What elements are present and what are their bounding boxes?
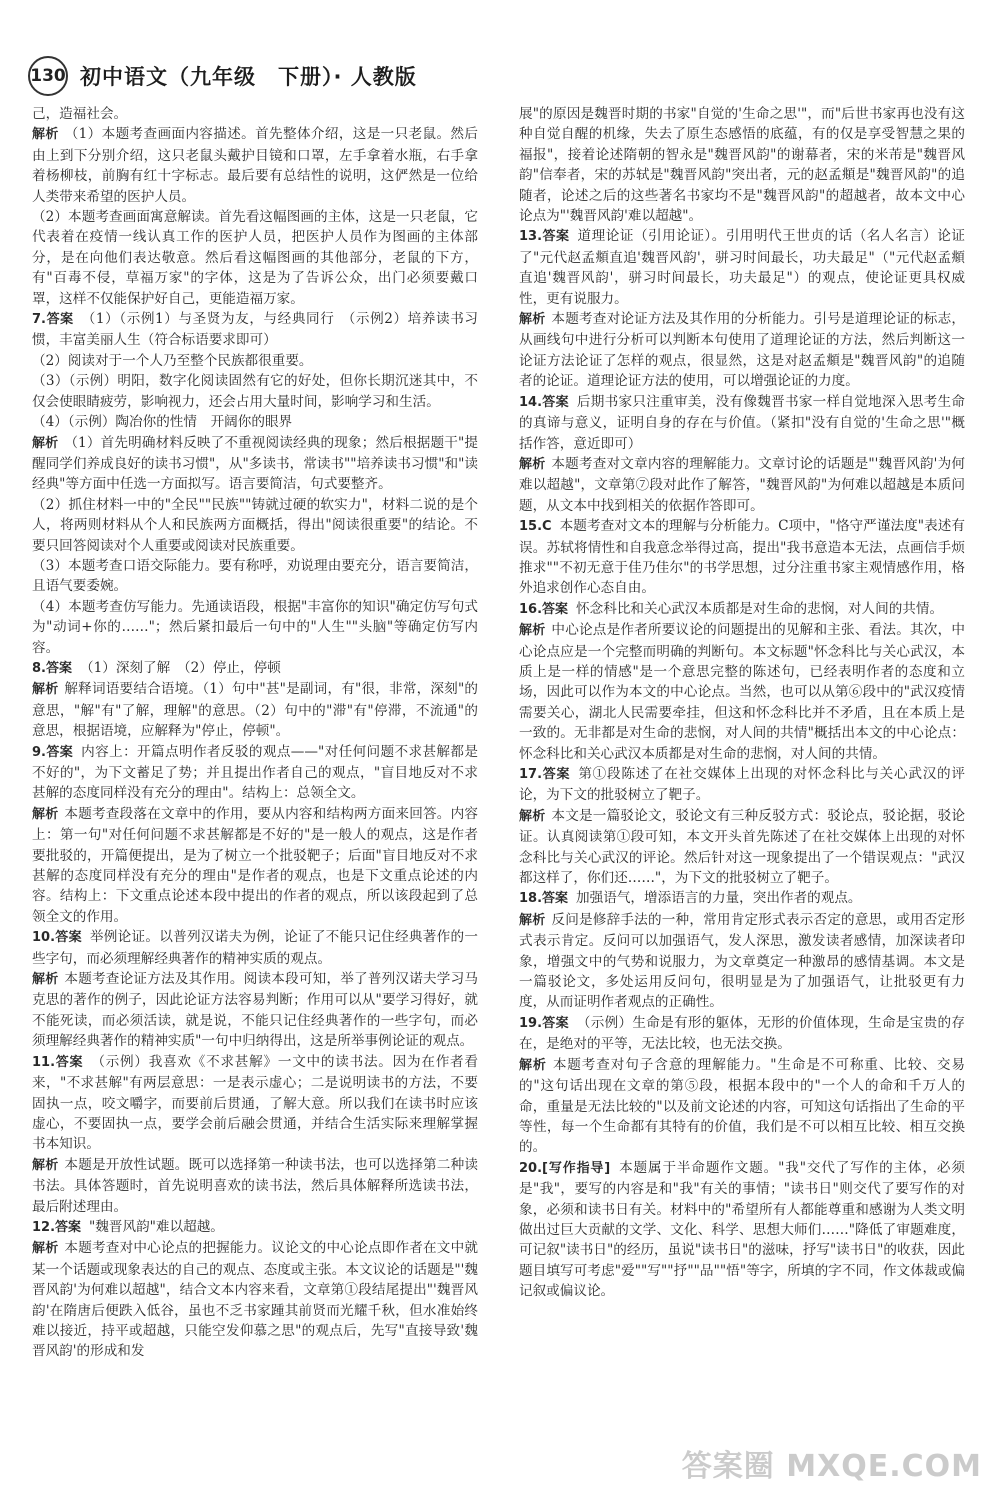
- paragraph-text: 第①段陈述了在社交媒体上出现的对怀念科比与关心武汉的评论，为下文的批驳树立了靶子。: [519, 766, 965, 804]
- analysis-tag: 解析: [519, 456, 546, 472]
- answer-paragraph: [32, 556, 478, 597]
- paragraph-text: 后期书家只注重审美，没有像魏晋书家一样自觉地深入思考生命的真谛与意义，证明自身的存在与价值。（紧扣"没有自觉的'生命之思'"概括作答，意近即可）: [519, 393, 965, 452]
- answer-paragraph: [32, 351, 478, 371]
- answer-tag: 答案: [55, 1219, 82, 1235]
- paragraph-text: 本题考查对论证方法及其作用的分析能力。引号是道理论证的标志，从画线句中进行分析可以判断本句使用了道理论证的方法，然后判断这一论证方法论证了怎样的观点，很显然，这是对赵孟頫是"魏晋风韵"的追随者的论证。道理论证方法的使用，可以增强论证的力度。: [519, 311, 965, 390]
- answer-paragraph: [519, 888, 965, 909]
- page-number: 130: [28, 56, 68, 96]
- answer-tag: 答案: [542, 601, 569, 617]
- analysis-tag: 解析: [519, 623, 546, 639]
- question-number: 20.: [519, 1160, 543, 1176]
- paragraph-text: 解释词语要结合语境。（1）句中"甚"是副词，有"很，非常，深刻"的意思，"解"有"了解，理解"的意思。（2）句中的"滞"有"停滞，不流通"的意思，根据语境，应解释为"停止，停顿"。: [32, 681, 478, 740]
- watermark: 答案圈 MXQE.COM: [681, 1449, 982, 1484]
- paragraph-text: （1）（示例1）与圣贤为友，与经典同行 （示例2）培养读书习惯，丰富美丽人生（符合标语要求即可）: [32, 311, 478, 349]
- answer-tag: 答案: [55, 1054, 84, 1070]
- answer-tag: 答案: [542, 229, 570, 245]
- paragraph-text: 怀念科比和关心武汉本质都是对生命的悲悯，对人间的共情。: [576, 600, 944, 617]
- paragraph-text: （3）本题考查口语交际能力。要有称呼，劝说理由要充分，语言要简洁，且语气要委婉。: [32, 557, 478, 595]
- answer-paragraph: [519, 309, 965, 392]
- answer-paragraph: [32, 412, 478, 432]
- answer-tag: 答案: [45, 312, 74, 328]
- paragraph-text: （示例）生命是有形的躯体，无形的价值体现，生命是宝贵的存在，是绝对的平等，无法比较，也无法交换。: [519, 1014, 965, 1053]
- question-number: 19.: [519, 1015, 543, 1031]
- question-number: 10.: [32, 930, 56, 946]
- paragraph-text: 本题考查对中心论点的把握能力。议论文的中心论点即作者在文中就某一个话题或现象表达的自己的观点、态度或主张。本文议论的话题是"'魏晋风韵'为何难以超越"，结合文本内容来看，文章第①段结尾提出"'魏晋风韵'在隋唐后便跌入低谷，虽也不乏书家踵其前贤而光耀千秋，但水准始终难以接近，持平或超越，只能空发仰慕之思"的观点后，先写"直接导致'魏晋风韵'的形成和发: [32, 1240, 478, 1360]
- paragraph-text: 道理论证（引用论证）。引用明代王世贞的话（名人名言）论证了"元代赵孟頫直追'魏晋风韵'，骈习时间最长，功夫最足"（"元代赵孟頫直追'魏晋风韵'，骈习时间最长，功夫最足"）的观点，使论证更具权威性，更有说服力。: [519, 228, 965, 307]
- analysis-tag: 解析: [32, 1241, 59, 1257]
- question-number: 16.: [519, 601, 543, 617]
- question-number: 12.: [32, 1219, 56, 1235]
- analysis-tag: 解析: [32, 1157, 59, 1173]
- question-number: 18.: [519, 891, 543, 907]
- question-number: 15.: [519, 519, 543, 535]
- answer-paragraph: [519, 806, 965, 889]
- paragraph-text: 加强语气，增添语言的力量，突出作者的观点。: [576, 890, 862, 907]
- paragraph-text: （2）阅读对于一个人乃至整个民族都很重要。: [32, 352, 313, 369]
- paragraph-text: （1）深刻了解 （2）停止，停顿: [80, 659, 281, 676]
- answer-paragraph: [32, 433, 478, 495]
- answer-tag: 答案: [542, 891, 569, 907]
- answer-tag: 答案: [542, 394, 569, 410]
- answer-paragraph: [32, 1238, 478, 1361]
- answer-tag: 答案: [45, 744, 74, 760]
- answer-tag: 答案: [55, 930, 82, 946]
- answer-paragraph: [32, 495, 478, 556]
- answer-paragraph: [32, 104, 478, 124]
- answer-paragraph: [32, 679, 478, 741]
- question-number: 14.: [519, 394, 543, 410]
- answer-paragraph: [32, 1052, 478, 1155]
- paragraph-text: （3）（示例）明阳，数字化阅读固然有它的好处，但你长期沉迷其中，不仅会使眼睛疲劳，影响视力，还会占用大量时间，影响学习和生活。: [32, 373, 478, 410]
- answer-paragraph: [519, 1055, 965, 1158]
- answer-paragraph: [519, 599, 965, 620]
- paragraph-text: 本题考查对文章内容的理解能力。文章讨论的话题是"'魏晋风韵'为何难以超越"，文章第⑦段对此作了解答，"魏晋风韵"为何难以超越是本质问题，从文本中找到相关的依据作答即可。: [519, 455, 965, 514]
- page-header: [28, 56, 417, 96]
- question-number: 13.: [519, 229, 543, 245]
- paragraph-text: （4）本题考查仿写能力。先通读语段，根据"丰富你的知识"确定仿写句式为"动词+你的……"；然后紧扣最后一句中的"人生""头脑"等确定仿写内容。: [32, 598, 478, 656]
- analysis-tag: 解析: [519, 808, 546, 824]
- paragraph-text: 举例论证。以普列汉诺夫为例，论证了不能只记住经典著作的一些字句，而必须理解经典著作的精神实质的观点。: [32, 929, 478, 967]
- paragraph-text: 中心论点是作者所要议论的问题提出的见解和主张、看法。其次，中心论点应是一个完整而明确的判断句。本文标题"怀念科比与关心武汉，本质上是一样的情感"是一个意思完整的陈述句，已经表明作者的态度和立场，因此可以作为本文的中心论点。当然，也可以从第⑥段中的"武汉疫情需要关心，湖北人民需要牵挂，但这和怀念科比并不矛盾，且在本质上是一致的。无非都是对生命的悲悯，对人间的共情"概括出本文的中心论点：怀念科比和关心武汉本质都是对生命的悲悯，对人间的共情。: [519, 622, 965, 762]
- paragraph-text: （4）（示例）陶冶你的性情 开阔你的眼界: [32, 414, 293, 431]
- paragraph-text: 内容上：开篇点明作者反驳的观点——"对任何问题不求甚解都是不好的"，为下文蓄足了势；并且提出作者自己的观点，"盲目地反对不求甚解的态度同样没有充分的理由"。结构上：总领全文。: [32, 743, 478, 802]
- paragraph-text: "魏晋风韵"难以超越。: [89, 1218, 224, 1235]
- book-title: 初中语文（九年级 下册）· 人教版: [80, 65, 417, 89]
- question-number: 17.: [519, 767, 543, 782]
- answer-tag: [写作指导]: [542, 1160, 611, 1176]
- paragraph-text: 展"的原因是魏晋时期的书家"自觉的'生命之思'"，而"后世书家再也没有这种自觉自醒的机缘，失去了原生态感悟的底蕴，有的仅是享受智慧之果的福报"，接着论述隋朝的智永是"魏晋风韵"的谢幕者，宋的米芾是"魏晋风韵"信奉者，宋的苏轼是"魏晋风韵"突出者，元的赵孟頫是"魏晋风韵"的追随者，论述之后的这些著名书家均不是"魏晋风韵"的超越者，故本文中心论点为"'魏晋风韵'难以超越"。: [519, 106, 965, 225]
- analysis-tag: 解析: [519, 912, 546, 928]
- answer-paragraph: [32, 1217, 478, 1238]
- question-number: 7.: [32, 312, 46, 328]
- paragraph-text: 己，造福社会。: [32, 106, 128, 122]
- answer-paragraph: [32, 969, 478, 1052]
- answer-paragraph: [32, 927, 478, 969]
- answer-paragraph: [32, 658, 478, 679]
- paragraph-text: 本题是开放性试题。既可以选择第一种读书法，也可以选择第二种读书法。具体答题时，首先说明喜欢的读书法，然后具体解释所选读书法，最后附述理由。: [32, 1156, 478, 1215]
- analysis-tag: 解析: [32, 127, 59, 143]
- paragraph-text: （1）本题考查画面内容描述。首先整体介绍，这是一只老鼠。然后由上到下分别介绍，这只老鼠头戴护目镜和口罩，左手拿着水瓶，右手拿着杨柳枝，前胸有红十字标志。最后要有总结性的说明，这俨然是一位给人类带来希望的医护人员。: [32, 126, 478, 205]
- paragraph-text: 本题属于半命题作文题。"我"交代了写作的主体，必须是"我"，要写的内容是和"我"有关的事情；"读书日"则交代了要写作的对象，必须和读书日有关。材料中的"希望所有人都能尊重和感谢为人类文明做出过巨大贡献的文学、文化、科学、思想大师们……"降低了审题难度，可记叙"读书日"的经历，虽说"读书日"的滋味，抒写"读书日"的收获，因此题目填写可考虑"爱""写""抒""品""悟"等字，所填的字不同，作文体裁或偏记叙或偏议论。: [519, 1159, 965, 1300]
- answer-paragraph: [32, 207, 478, 309]
- paragraph-text: （2）抓住材料一中的"全民""民族""铸就过硬的软实力"，材料二说的是个人，将两则材料从个人和民族两方面概括，得出"阅读很重要"的结论。不要只回答阅读对个人重要或阅读对民族重要。: [32, 496, 478, 554]
- analysis-tag: 解析: [32, 806, 59, 822]
- paragraph-text: 本题考查对句子含意的理解能力。"生命是不可称重、比较、交易的"这句话出现在文章的第⑤段，根据本段中的"一个人的命和千万人的命，重量是无法比较的"以及前文论述的内容，可知这句话指出了生命的平等性，每一个生命都有其特有的价值，我们是不可以相互比较、相互交换的。: [519, 1056, 965, 1156]
- paragraph-text: （示例）我喜欢《不求甚解》一文中的读书法。因为在作者看来，"不求甚解"有两层意思：一是表示虚心；二是说明读书的方法，不要固执一点，咬文嚼字，而要前后贯通，了解大意。所以我们在读书时应该虚心，不要固执一点，要学会前后融会贯通，并结合生活实际来理解掌握书本知识。: [32, 1053, 478, 1153]
- answer-paragraph: [519, 392, 965, 454]
- answer-paragraph: [32, 597, 478, 658]
- answer-paragraph: [519, 516, 965, 599]
- analysis-tag: 解析: [519, 1057, 547, 1073]
- paragraph-text: 本题考查论证方法及其作用。阅读本段可知，举了普列汉诺夫学习马克思的著作的例子，因此论证方法容易判断；作用可以从"要学习得好，就不能死读，而必须活读，就是说，不能只记住经典著作的一些字句，而必须理解经典著作的精神实质"一句中归纳得出，这是所举事例论证的观点。: [32, 971, 478, 1050]
- answer-paragraph: [519, 910, 965, 1013]
- answer-paragraph: [519, 104, 965, 226]
- answer-paragraph: [32, 804, 478, 927]
- paragraph-text: 反问是修辞手法的一种，常用肯定形式表示否定的意思，或用否定形式表示肯定。反问可以加强语气，发人深思，激发读者感情，加深读者印象，增强文中的气势和说服力，为文章奠定一种激昂的感情基调。本文是一篇驳论文，多处运用反问句，很明显是为了加强语气，让批驳更有力度，从而证明作者观点的正确性。: [519, 911, 965, 1011]
- paragraph-text: 本题考查对文本的理解与分析能力。C项中，"恪守严谨法度"表述有误。苏轼将情性和自我意念举得过高，提出"我书意造本无法，点画信手烦推求""不初无意于佳乃佳尔"的书学思想，过分注重书家主观情感作用，格外追求创作心态自由。: [519, 518, 965, 597]
- paragraph-text: （1）首先明确材料反映了不重视阅读经典的现象；然后根据题干"提醒同学们养成良好的读书习惯"，从"多读书，常读书""培养读书习惯"和"读经典"等方面中任选一方面拟写。语言要简洁，句式要整齐。: [32, 434, 478, 493]
- answer-tag: 答案: [45, 660, 72, 676]
- answer-paragraph: [519, 1158, 965, 1302]
- analysis-tag: 解析: [32, 972, 59, 988]
- answer-paragraph: [32, 742, 478, 804]
- answer-paragraph: [32, 309, 478, 351]
- paragraph-text: 本文是一篇驳论文，驳论文有三种反驳方式：驳论点，驳论据，驳论证。认真阅读第①段可知，本文开头首先陈述了在社交媒体上出现的对怀念科比与关心武汉的评论。然后针对这一现象提出了一个错误观点："武汉都这样了，你们还……"，为下文的批驳树立了靶子。: [519, 807, 965, 887]
- answer-tag: 答案: [542, 767, 571, 782]
- question-number: 11.: [32, 1054, 56, 1070]
- analysis-tag: 解析: [519, 312, 546, 328]
- answer-paragraph: [519, 454, 965, 516]
- answer-paragraph: [32, 371, 478, 412]
- left-column: [32, 104, 478, 1362]
- answer-paragraph: [519, 226, 965, 309]
- question-number: 8.: [32, 660, 46, 676]
- answer-paragraph: [519, 1013, 965, 1055]
- paragraph-text: （2）本题考查画面寓意解读。首先看这幅图画的主体，这是一只老鼠，它代表着在疫情一线认真工作的医护人员，把医护人员作为图画的主体部分，是在向他们表达敬意。然后看这幅图画的其他部分，老鼠的下方，有"百毒不侵，草福万家"的字体，这是为了告诉公众，出门必须要戴口罩，这样不仅能保护好自己，更能造福万家。: [32, 209, 478, 307]
- answer-paragraph: [32, 124, 478, 207]
- answer-paragraph: [519, 620, 965, 764]
- right-column: [519, 104, 965, 1302]
- analysis-tag: 解析: [32, 435, 59, 451]
- answer-paragraph: [32, 1155, 478, 1217]
- paragraph-text: 本题考查段落在文章中的作用，要从内容和结构两方面来回答。内容上：第一句"对任何问题不求甚解都是不好的"是一般人的观点，这是作者要批驳的，开篇便提出，是为了树立一个批驳靶子；后面"盲目地反对不求甚解的态度同样没有充分的理由"是作者的观点，也是下文重点论述的内容。结构上：下文重点论述本段中提出的作者的观点，所以该段起到了总领全文的作用。: [32, 805, 478, 925]
- question-number: 9.: [32, 744, 46, 760]
- answer-tag: C: [542, 519, 552, 535]
- answer-paragraph: [519, 764, 965, 806]
- analysis-tag: 解析: [32, 682, 59, 698]
- answer-tag: 答案: [542, 1015, 569, 1031]
